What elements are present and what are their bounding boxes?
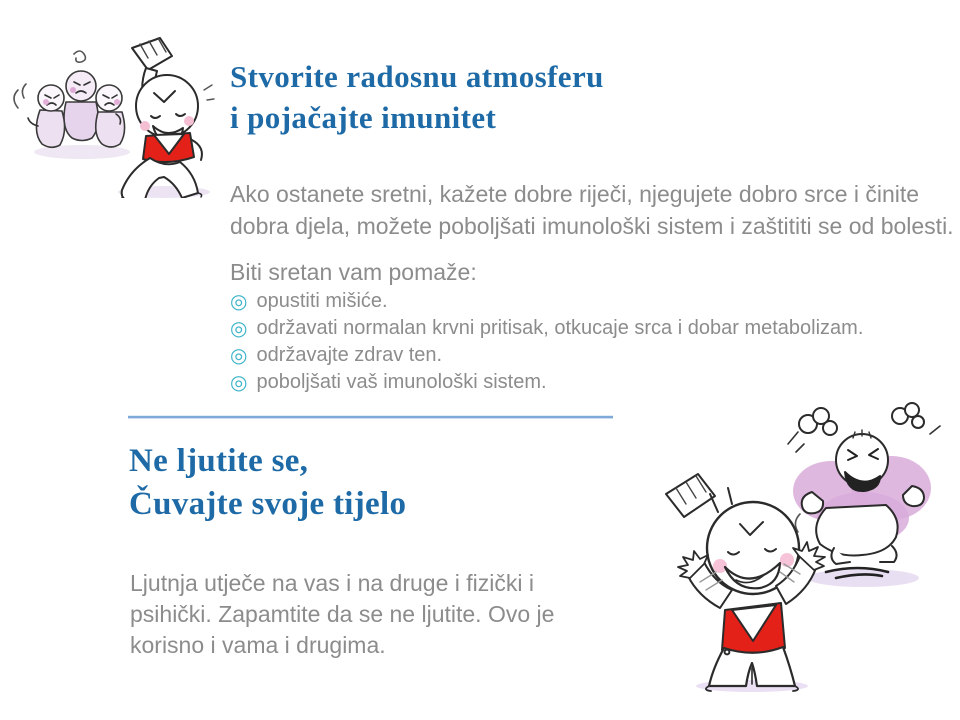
title-line: i pojačajte imunitet (230, 100, 497, 135)
steam-cloud-right (892, 403, 940, 434)
section2-paragraph: Ljutnja utječe na vas i na druge i fizički i psihički. Zapamtite da se ne ljutite. Ovo je korisno i vama i drugima. (130, 570, 555, 658)
striped-book (132, 38, 172, 70)
striped-book (666, 474, 715, 517)
steam-cloud-left (788, 408, 837, 452)
happy-walker (118, 38, 214, 198)
list-item (230, 342, 946, 369)
grumpy-figure-middle (64, 71, 98, 141)
happy-group-illustration (4, 30, 222, 198)
grumpy-figure-right (96, 85, 125, 147)
anger-illustration (648, 396, 954, 692)
section-divider (128, 416, 613, 418)
title-line: Stvorite radosnu atmosferu (230, 59, 604, 94)
bullseye-icon: ◎ (230, 343, 248, 367)
bullseye-icon: ◎ (230, 289, 248, 313)
list-item-text: opustiti mišiće. (256, 290, 388, 312)
section1-paragraph: Ako ostanete sretni, kažete dobre riječi, njegujete dobro srce i činite dobra djela, možete poboljšati imunološki sistem i zaštititi se od bolesti. (230, 181, 954, 239)
grumpy-group (14, 51, 130, 159)
list-item (230, 288, 946, 315)
list-intro: Biti sretan vam pomaže: (230, 259, 477, 285)
section1-title (230, 56, 604, 138)
list-item (230, 369, 946, 396)
section2-title (129, 440, 406, 526)
list-item-text: održavati normalan krvni pritisak, otkucaje srca i dobar metabolizam. (256, 317, 864, 339)
list-item (230, 315, 946, 342)
benefits-list (230, 288, 946, 396)
bullseye-icon: ◎ (230, 370, 248, 394)
grumpy-figure-left (28, 85, 65, 147)
title-line: Čuvajte svoje tijelo (129, 486, 407, 522)
title-line: Ne ljutite se, (129, 443, 309, 479)
list-item-text: poboljšati vaš imunološki sistem. (256, 371, 547, 393)
bullseye-icon: ◎ (230, 316, 248, 340)
list-item-text: održavajte zdrav ten. (256, 344, 443, 366)
